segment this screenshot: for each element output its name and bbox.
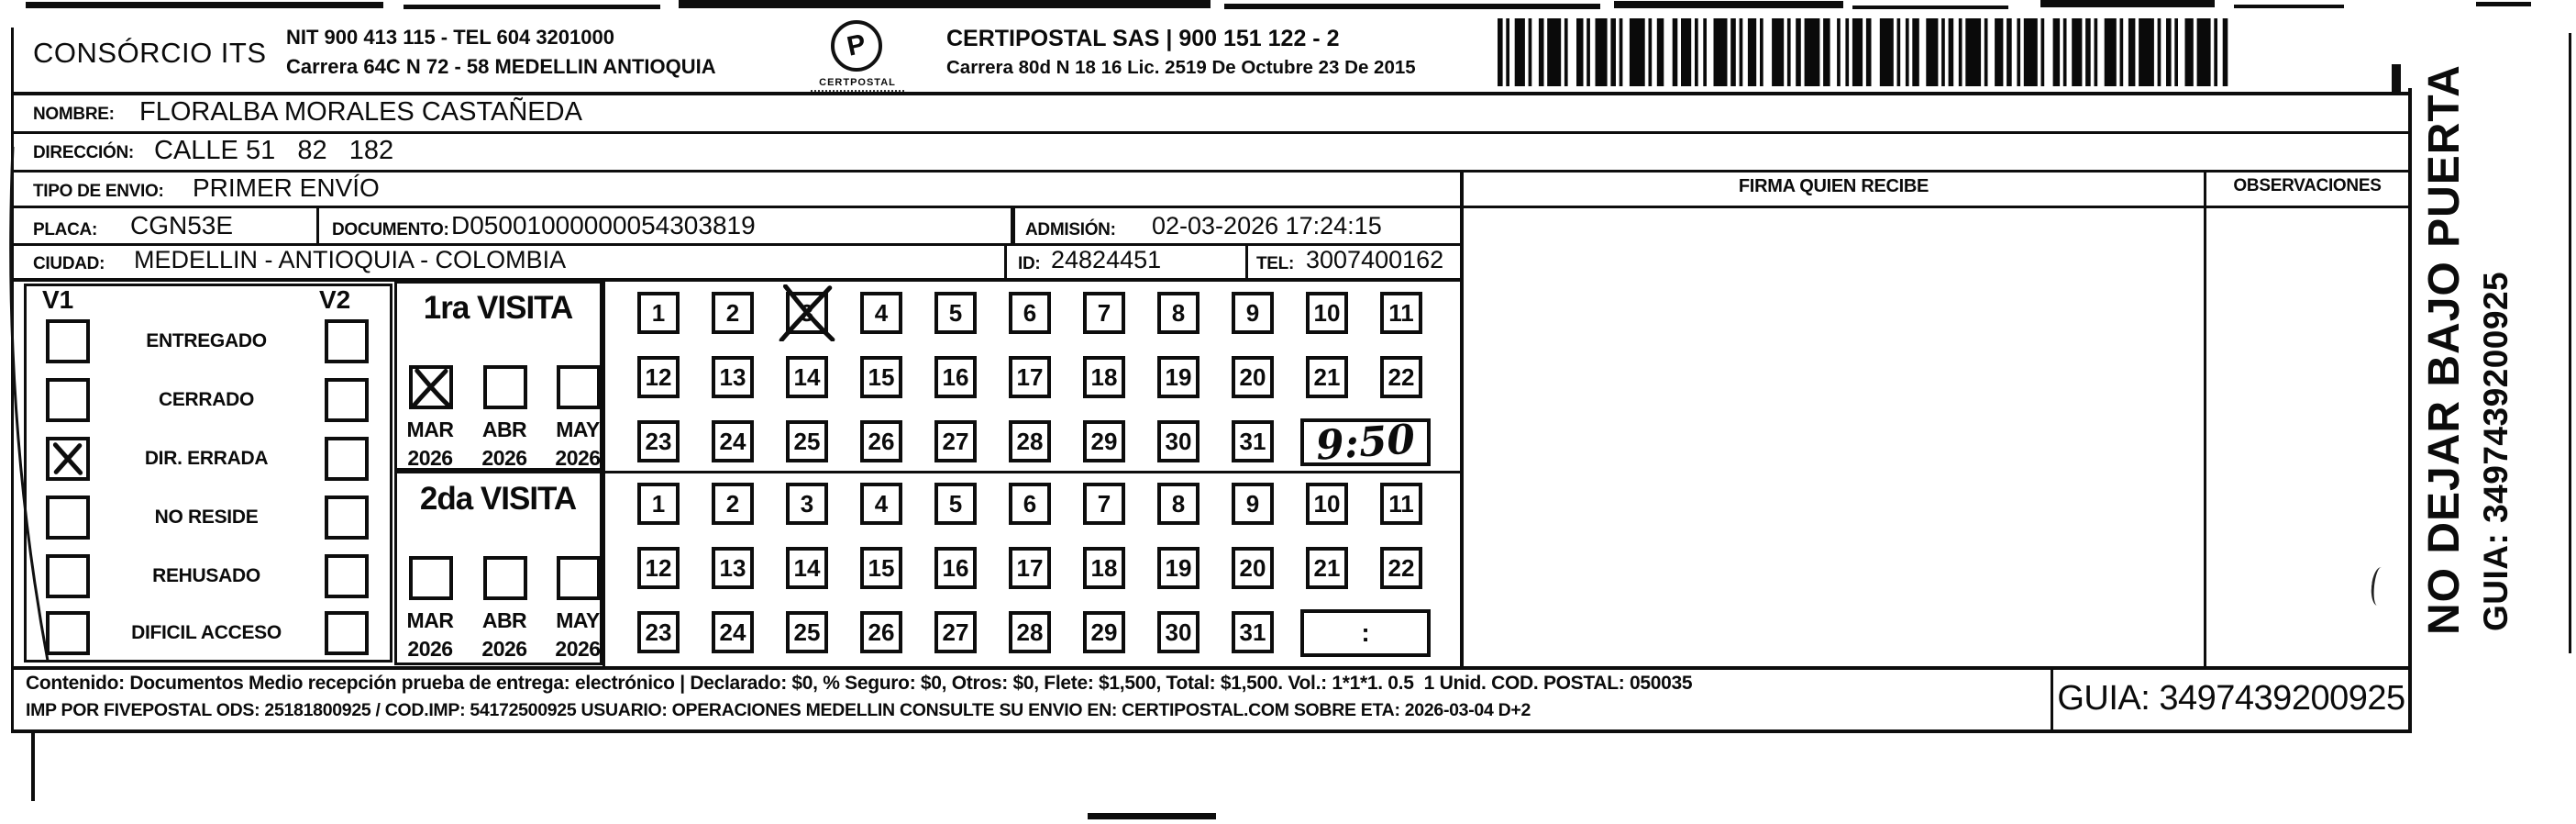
logo-caption: CERTPOSTAL: [819, 77, 896, 88]
line-under-header: [11, 92, 2412, 95]
first-visit-title: 1ra VISITA: [423, 290, 573, 326]
decoration: [1649, 18, 1653, 86]
observaciones-header: OBSERVACIONES: [2233, 176, 2382, 195]
nombre-label: NOMBRE:: [33, 105, 115, 124]
barcode: [1498, 18, 2231, 90]
decoration: [2085, 18, 2091, 86]
decoration: [1506, 18, 1509, 86]
divider-documento-admision: [1011, 207, 1015, 244]
decoration: [1912, 18, 1919, 86]
decoration: [2041, 18, 2045, 86]
day-cell-second-16: 16: [934, 547, 977, 589]
decoration: [2072, 18, 2082, 86]
day-cell-second-25: 25: [786, 611, 828, 653]
day-cell-first-16: 16: [934, 356, 977, 398]
year-label: 2026: [481, 446, 527, 470]
v2-column-label: V2: [319, 285, 351, 314]
day-cell-first-6: 6: [1009, 292, 1051, 334]
status-option-label: ENTREGADO: [146, 330, 267, 351]
time-note: :: [1361, 618, 1370, 647]
side-note-no-dejar: NO DEJAR BAJO PUERTA: [2420, 64, 2469, 635]
status-option-label: NO RESIDE: [154, 507, 259, 528]
checkbox-month-abr-second: [483, 556, 527, 600]
decoration: [1760, 18, 1763, 86]
year-label: 2026: [407, 637, 453, 661]
certipostal-license-line: Carrera 80d N 18 16 Lic. 2519 De Octubre 23 De 2015: [946, 57, 1416, 78]
decoration: [1539, 18, 1544, 86]
placa-label: PLACA:: [33, 220, 97, 239]
day-cell-first-19: 19: [1157, 356, 1200, 398]
footer-content-line: Contenido: Documentos Medio recepción prueba de entrega: electrónico | Declarado: $0, % Seguro: $0, Otros: $0, Flete: $1,500, Total: $1,500. Vol.: 1*1*1. 0.5 1 Unid. COD. POSTAL: 050035: [26, 673, 1693, 694]
line-under-direccion: [11, 170, 2412, 173]
day-cell-second-13: 13: [712, 547, 754, 589]
decoration: [1596, 18, 1608, 86]
decoration: [2174, 18, 2178, 86]
checkbox-month-mar-second: [409, 556, 453, 600]
decoration: [1564, 18, 1568, 86]
decoration: [2139, 18, 2154, 86]
day-cell-second-30: 30: [1157, 611, 1200, 653]
day-cell-second-3: 3: [786, 483, 828, 525]
day-cell-second-26: 26: [860, 611, 902, 653]
decoration: [2017, 18, 2020, 86]
scan-artifact-bottom-left: [31, 733, 35, 801]
line-under-tipo: [11, 206, 2412, 208]
decoration: [1498, 18, 1503, 86]
day-cell-second-17: 17: [1009, 547, 1051, 589]
day-cell-first-25: 25: [786, 420, 828, 462]
line-under-nombre: [11, 131, 2412, 134]
decoration: [1740, 18, 1743, 86]
top-scan-line-segment: [1852, 6, 2008, 9]
decoration: [2197, 18, 2211, 86]
month-label: MAY: [556, 418, 600, 441]
decoration: [1796, 18, 1801, 86]
day-cell-second-7: 7: [1083, 483, 1125, 525]
day-cell-second-9: 9: [1232, 483, 1274, 525]
footer-guia-number: GUIA: 3497439200925: [2057, 679, 2405, 718]
day-cell-first-3: 3: [786, 292, 828, 334]
day-cell-first-9: 9: [1232, 292, 1274, 334]
status-option-label: REHUSADO: [152, 565, 260, 586]
table-border-right: [2408, 88, 2412, 733]
month-label: MAR: [406, 608, 454, 632]
day-cell-second-22: 22: [1380, 547, 1422, 589]
decoration: [1547, 18, 1561, 86]
tipo-envio-value: PRIMER ENVÍO: [193, 173, 380, 202]
day-cell-second-10: 10: [1306, 483, 1348, 525]
checkbox-month-mar-first: [409, 365, 453, 409]
checkbox-v2-no-reside: [325, 496, 369, 540]
decoration: [1748, 18, 1756, 86]
company-address-line: Carrera 64C N 72 - 58 MEDELLIN ANTIOQUIA: [286, 55, 716, 78]
day-cell-first-15: 15: [860, 356, 902, 398]
day-cell-first-28: 28: [1009, 420, 1051, 462]
day-cell-first-12: 12: [637, 356, 680, 398]
day-cell-first-29: 29: [1083, 420, 1125, 462]
day-cell-second-29: 29: [1083, 611, 1125, 653]
day-cell-first-2: 2: [712, 292, 754, 334]
day-cell-second-12: 12: [637, 547, 680, 589]
decoration: [1995, 18, 2003, 86]
decoration: [1845, 18, 1849, 86]
divider-placa-documento: [316, 207, 319, 244]
decoration: [1965, 18, 1981, 86]
day-cell-second-27: 27: [934, 611, 977, 653]
decoration: [415, 371, 448, 405]
day-cell-second-21: 21: [1306, 547, 1348, 589]
divider-id-tel: [1245, 245, 1248, 279]
placa-value: CGN53E: [130, 211, 234, 239]
day-cell-first-17: 17: [1009, 356, 1051, 398]
checkbox-v2-cerrado: [325, 378, 369, 422]
day-cell-first-21: 21: [1306, 356, 1348, 398]
certipostal-logo-icon: [831, 20, 882, 72]
day-cell-first-1: 1: [637, 292, 680, 334]
decoration: [2166, 18, 2172, 86]
decoration: [11, 147, 48, 661]
day-cell-first-26: 26: [860, 420, 902, 462]
time-box-first: [1300, 415, 1431, 470]
id-value: 24824451: [1051, 246, 1162, 273]
divider-ciudad-id: [1004, 245, 1007, 279]
top-scan-line-segment: [679, 0, 1211, 8]
id-label: ID:: [1018, 254, 1041, 273]
decoration: [1515, 18, 1525, 86]
decoration: [2214, 18, 2217, 86]
day-cell-second-19: 19: [1157, 547, 1200, 589]
decoration: [1837, 18, 1841, 86]
day-cell-first-10: 10: [1306, 292, 1348, 334]
decoration: [2007, 18, 2012, 86]
tipo-envio-label: TIPO DE ENVIO:: [33, 182, 164, 201]
day-cell-second-1: 1: [637, 483, 680, 525]
day-cell-second-6: 6: [1009, 483, 1051, 525]
checkbox-v2-entregado: [325, 319, 369, 363]
day-cell-second-8: 8: [1157, 483, 1200, 525]
checkbox-month-may-second: [557, 556, 601, 600]
decoration: [1897, 18, 1901, 86]
decoration: [1772, 18, 1784, 86]
day-cell-first-23: 23: [637, 420, 680, 462]
checkbox-month-abr-first: [483, 365, 527, 409]
scan-pen-mark: [2370, 566, 2389, 607]
top-scan-line-segment: [1614, 1, 1843, 8]
year-label: 2026: [481, 637, 527, 661]
admision-label: ADMISIÓN:: [1025, 220, 1116, 239]
decoration: [1576, 18, 1584, 86]
decoration: [2128, 18, 2136, 86]
day-cell-second-31: 31: [1232, 611, 1274, 653]
time-box-second: [1300, 609, 1431, 657]
day-cell-second-23: 23: [637, 611, 680, 653]
month-label: ABR: [481, 608, 527, 632]
decoration: [1681, 18, 1691, 86]
decoration: [2053, 18, 2061, 86]
decoration: [1906, 18, 1909, 86]
decoration: [1787, 18, 1791, 86]
month-label: MAY: [556, 608, 600, 632]
decoration: [1587, 18, 1590, 86]
decoration: [1703, 18, 1707, 86]
decoration: [1949, 18, 1954, 86]
top-scan-line-segment: [1224, 4, 1600, 9]
decoration: [2223, 18, 2228, 86]
decoration: [1673, 18, 1678, 86]
top-scan-line-segment: [2040, 0, 2215, 7]
day-cell-first-20: 20: [1232, 356, 1274, 398]
month-label: MAR: [406, 418, 454, 441]
year-label: 2026: [555, 637, 601, 661]
day-cell-first-22: 22: [1380, 356, 1422, 398]
side-note: [2419, 64, 2557, 635]
decoration: [2105, 18, 2117, 86]
day-cell-second-2: 2: [712, 483, 754, 525]
ciudad-label: CIUDAD:: [33, 254, 105, 273]
logo-glyph: P: [844, 28, 869, 62]
company-nit-line: NIT 900 413 115 - TEL 604 3201000: [286, 26, 614, 49]
checkbox-v2-dificil-acceso: [325, 611, 369, 655]
decoration: [1657, 18, 1664, 86]
top-scan-line-segment: [26, 2, 383, 8]
month-label: ABR: [481, 418, 527, 441]
decoration: [2185, 18, 2194, 86]
decoration: [1695, 18, 1698, 86]
day-cell-first-4: 4: [860, 292, 902, 334]
day-cell-first-7: 7: [1083, 292, 1125, 334]
day-cell-second-15: 15: [860, 547, 902, 589]
company-name: CONSÓRCIO ITS: [33, 37, 267, 69]
day-cell-first-13: 13: [712, 356, 754, 398]
admision-value: 02-03-2026 17:24:15: [1152, 212, 1382, 239]
day-cell-first-14: 14: [786, 356, 828, 398]
day-cell-first-31: 31: [1232, 420, 1274, 462]
documento-label: DOCUMENTO:: [332, 220, 449, 239]
checkbox-v2-rehusado: [325, 554, 369, 598]
v1-column-label: V1: [42, 285, 74, 314]
divider-firma-observaciones: [2204, 172, 2206, 667]
decoration: [1805, 18, 1820, 86]
decoration: [2158, 18, 2161, 86]
decoration: [1529, 18, 1532, 86]
day-cell-first-30: 30: [1157, 420, 1200, 462]
divider-footer-guia: [2051, 667, 2053, 731]
scan-edge-artifact: [2569, 33, 2571, 653]
side-note-guia: GUIA: 3497439200925: [2477, 271, 2515, 631]
ciudad-value: MEDELLIN - ANTIOQUIA - COLOMBIA: [134, 246, 567, 273]
time-note: 9:50: [1314, 415, 1417, 470]
day-cell-second-20: 20: [1232, 547, 1274, 589]
decoration: [2024, 18, 2038, 86]
top-scan-line-segment: [2476, 2, 2531, 6]
day-cell-first-27: 27: [934, 420, 977, 462]
day-cell-second-28: 28: [1009, 611, 1051, 653]
day-cell-second-18: 18: [1083, 547, 1125, 589]
year-label: 2026: [555, 446, 601, 470]
direccion-value: CALLE 51 82 182: [154, 136, 394, 165]
status-option-label: CERRADO: [158, 389, 255, 410]
firma-header: FIRMA QUIEN RECIBE: [1738, 176, 1929, 196]
day-cell-second-14: 14: [786, 547, 828, 589]
checkbox-month-may-first: [557, 365, 601, 409]
decoration: [1985, 18, 1988, 86]
decoration: [1959, 18, 1962, 86]
top-scan-line-segment: [404, 5, 660, 9]
day-cell-first-5: 5: [934, 292, 977, 334]
day-cell-first-11: 11: [1380, 292, 1422, 334]
decoration: [1866, 18, 1872, 86]
scan-artifact-bottom-dash: [1088, 813, 1216, 819]
decoration: [1926, 18, 1938, 86]
x-mark-icon: [413, 369, 449, 406]
nombre-value: FLORALBA MORALES CASTAÑEDA: [139, 97, 582, 127]
documento-value: D05001000000054303819: [451, 211, 756, 239]
day-cell-second-5: 5: [934, 483, 977, 525]
day-cell-second-11: 11: [1380, 483, 1422, 525]
day-cell-second-24: 24: [712, 611, 754, 653]
decoration: [2095, 18, 2098, 86]
divider-grid-firma: [1460, 172, 1464, 667]
decoration: [1823, 18, 1830, 86]
decoration: [2120, 18, 2124, 86]
decoration: [1714, 18, 1728, 86]
decoration: [1620, 18, 1623, 86]
direccion-label: DIRECCIÓN:: [33, 143, 134, 162]
year-label: 2026: [407, 446, 453, 470]
day-cell-second-4: 4: [860, 483, 902, 525]
day-cell-first-8: 8: [1157, 292, 1200, 334]
decoration: [2063, 18, 2067, 86]
decoration: [1730, 18, 1736, 86]
second-visit-title: 2da VISITA: [419, 481, 577, 517]
day-cell-first-24: 24: [712, 420, 754, 462]
day-cell-first-18: 18: [1083, 356, 1125, 398]
scan-artifact-corner-hook: [2392, 64, 2401, 94]
footer-imp-line: IMP POR FIVEPOSTAL ODS: 25181800925 / COD.IMP: 54172500925 USUARIO: OPERACIONES MEDELLIN CONSULTE SU ENVIO EN: CERTIPOSTAL.COM SOBRE ETA: 2026-03-04 D+2: [26, 700, 1531, 720]
top-scan-line-segment: [2234, 5, 2344, 8]
status-option-label: DIR. ERRADA: [144, 448, 269, 469]
tel-label: TEL:: [1256, 254, 1295, 273]
decoration: [1610, 18, 1616, 86]
decoration: [1941, 18, 1945, 86]
status-option-label: DIFICIL ACCESO: [131, 622, 282, 643]
decoration: [1852, 18, 1863, 86]
tel-value: 3007400162: [1306, 246, 1444, 273]
certipostal-name-line: CERTIPOSTAL SAS | 900 151 122 - 2: [946, 26, 1340, 51]
decoration: [1630, 18, 1645, 86]
decoration: [1880, 18, 1894, 86]
checkbox-v2-dir-errada: [325, 437, 369, 481]
